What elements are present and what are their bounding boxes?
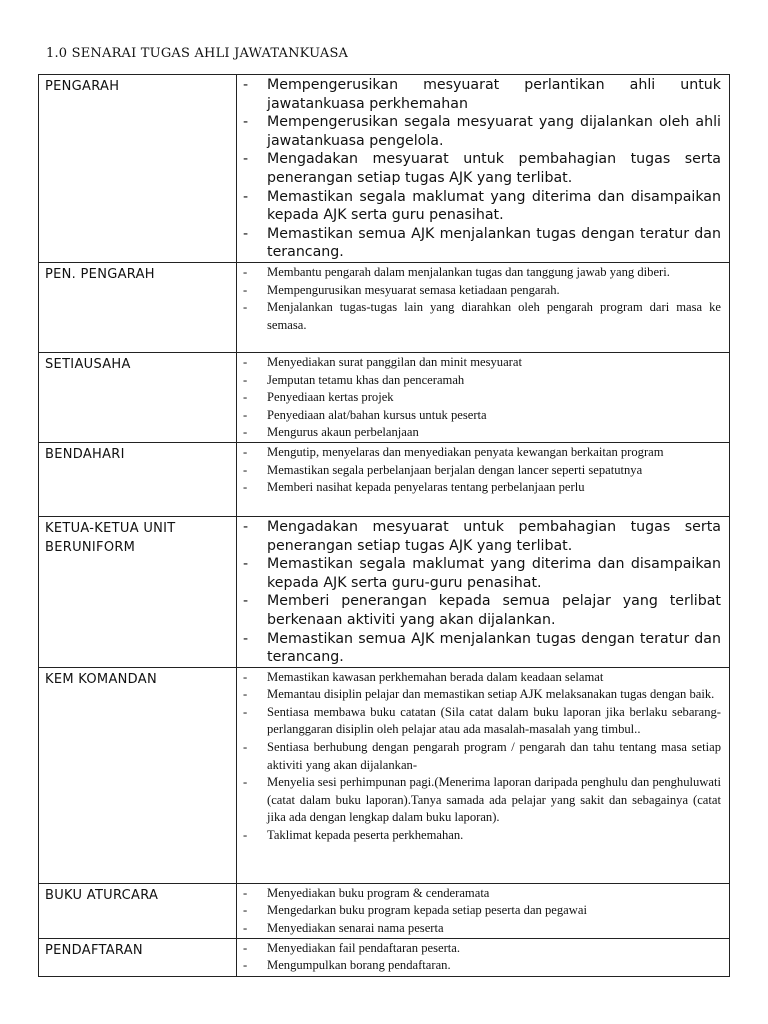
duty-item: [237, 630, 721, 667]
role-cell: BUKU ATURCARA: [39, 883, 237, 938]
duty-list: [237, 940, 721, 975]
table-row: [39, 75, 730, 263]
duties-cell: [237, 667, 730, 883]
role-cell: PEN. PENGARAH: [39, 262, 237, 352]
duty-text: Mempengerusikan segala mesyuarat yang dijalankan oleh ahli jawatankuasa pengelola.: [267, 114, 721, 149]
bullet-dash: -: [243, 264, 248, 279]
duty-item: [237, 462, 721, 480]
duty-text: Sentiasa membawa buku catatan (Sila catat dalam buku laporan jika berlaku sebarang-perlanggaran disiplin oleh pelajar atau ada masalah-masalah yang timbul..: [267, 704, 721, 737]
duties-cell: [237, 75, 730, 263]
duty-item: [237, 704, 721, 739]
duty-text: Mempengurusikan mesyuarat semasa ketiadaan pengarah.: [267, 282, 560, 297]
table-row: [39, 442, 730, 516]
duty-text: Menyediakan fail pendaftaran peserta.: [267, 940, 461, 955]
duty-item: [237, 389, 721, 407]
duty-text: Jemputan tetamu khas dan penceramah: [267, 372, 465, 387]
bullet-dash: -: [243, 425, 248, 440]
bullet-dash: -: [243, 556, 249, 573]
bullet-dash: -: [243, 372, 248, 387]
duty-item: [237, 669, 721, 687]
bullet-dash: -: [243, 462, 248, 477]
duty-item: [237, 479, 721, 497]
duty-item: [237, 555, 721, 592]
bullet-dash: -: [243, 282, 248, 297]
duties-table-body: [39, 75, 730, 977]
bullet-dash: -: [243, 775, 248, 790]
duty-list: [237, 76, 721, 262]
duty-item: [237, 827, 721, 845]
duty-text: Menyelia sesi perhimpunan pagi.(Menerima laporan daripada penghulu dan penghuluwati (catat dalam buku laporan).Tanya samada ada pelajar yang sakit dan sebagainya (catat jika ada dengan lengkap dalam buku laporan).: [267, 775, 721, 825]
duty-item: [237, 76, 721, 113]
duty-item: [237, 150, 721, 187]
duty-text: Mempengerusikan mesyuarat perlantikan ahli untuk jawatankuasa perkhemahan: [267, 77, 721, 112]
duty-item: [237, 902, 721, 920]
duty-list: [237, 354, 721, 442]
bullet-dash: -: [243, 903, 248, 918]
duty-text: Mengedarkan buku program kepada setiap peserta dan pegawai: [267, 903, 587, 918]
bullet-dash: -: [243, 114, 249, 131]
bullet-dash: -: [243, 740, 248, 755]
duty-item: [237, 424, 721, 442]
role-cell: PENDAFTARAN: [39, 938, 237, 976]
duty-text: Memastikan kawasan perkhemahan berada dalam keadaan selamat: [267, 669, 604, 684]
bullet-dash: -: [243, 885, 248, 900]
duties-table: [38, 74, 730, 977]
duty-item: [237, 739, 721, 774]
duty-list: [237, 669, 721, 845]
bullet-dash: -: [243, 593, 249, 610]
duty-text: Mengadakan mesyuarat untuk pembahagian tugas serta penerangan setiap tugas AJK yang terlibat.: [267, 518, 721, 554]
bullet-dash: -: [243, 920, 248, 935]
duties-cell: [237, 516, 730, 667]
duty-list: [237, 264, 721, 334]
role-cell: KETUA-KETUA UNIT BERUNIFORM: [39, 516, 237, 667]
duty-text: Memastikan segala maklumat yang diterima dan disampaikan kepada AJK serta guru penasihat.: [267, 188, 721, 224]
duty-text: Sentiasa berhubung dengan pengarah program / pengarah dan tahu tentang masa setiap aktiviti yang akan dijalankan-: [267, 740, 721, 772]
duty-text: Mengurus akaun perbelanjaan: [267, 425, 419, 440]
bullet-dash: -: [243, 151, 249, 168]
duty-text: Memberi nasihat kepada penyelaras tentang perbelanjaan perlu: [267, 480, 585, 495]
bullet-dash: -: [243, 225, 249, 242]
duty-text: Taklimat kepada peserta perkhemahan.: [267, 828, 464, 843]
duty-item: [237, 264, 721, 282]
duty-text: Menyediakan surat panggilan dan minit mesyuarat: [267, 354, 522, 369]
duty-item: [237, 686, 721, 704]
bullet-dash: -: [243, 407, 248, 422]
duty-item: [237, 225, 721, 262]
bullet-dash: -: [243, 444, 248, 459]
duty-item: [237, 188, 721, 225]
table-row: [39, 516, 730, 667]
table-row: [39, 262, 730, 352]
duty-item: [237, 885, 721, 903]
duty-text: Memantau disiplin pelajar dan memastikan setiap AJK melaksanakan tugas dengan baik.: [267, 687, 715, 702]
bullet-dash: -: [243, 940, 248, 955]
duty-item: [237, 113, 721, 150]
duty-text: Memastikan semua AJK menjalankan tugas dengan teratur dan terancang.: [267, 225, 721, 261]
duties-cell: [237, 883, 730, 938]
duties-cell: [237, 262, 730, 352]
duty-item: [237, 299, 721, 334]
duty-text: Menyediakan buku program & cenderamata: [267, 885, 490, 900]
duty-list: [237, 518, 721, 667]
duty-item: [237, 354, 721, 372]
duty-text: Mengumpulkan borang pendaftaran.: [267, 958, 451, 973]
table-row: [39, 883, 730, 938]
duty-text: Memastikan semua AJK menjalankan tugas dengan teratur dan terancang.: [267, 630, 721, 666]
bullet-dash: -: [243, 669, 248, 684]
role-cell: BENDAHARI: [39, 442, 237, 516]
role-cell: PENGARAH: [39, 75, 237, 263]
bullet-dash: -: [243, 630, 249, 647]
bullet-dash: -: [243, 518, 249, 535]
duty-item: [237, 774, 721, 827]
duty-text: Memastikan segala maklumat yang diterima dan disampaikan kepada AJK serta guru-guru penasihat.: [267, 556, 721, 591]
duty-list: [237, 885, 721, 938]
duty-text: Mengutip, menyelaras dan menyediakan penyata kewangan berkaitan program: [267, 444, 664, 459]
role-cell: SETIAUSAHA: [39, 352, 237, 442]
bullet-dash: -: [243, 958, 248, 973]
duty-item: [237, 282, 721, 300]
duty-text: Memastikan segala perbelanjaan berjalan dengan lancer seperti sepatutnya: [267, 462, 643, 477]
bullet-dash: -: [243, 354, 248, 369]
duty-item: [237, 407, 721, 425]
bullet-dash: -: [243, 390, 248, 405]
duties-cell: [237, 938, 730, 976]
bullet-dash: -: [243, 188, 249, 205]
bullet-dash: -: [243, 480, 248, 495]
duty-text: Mengadakan mesyuarat untuk pembahagian tugas serta penerangan setiap tugas AJK yang terlibat.: [267, 151, 721, 186]
duty-text: Memberi penerangan kepada semua pelajar yang terlibat berkenaan aktiviti yang akan dijalankan.: [267, 593, 721, 628]
bullet-dash: -: [243, 687, 248, 702]
bullet-dash: -: [243, 828, 248, 843]
duty-text: Membantu pengarah dalam menjalankan tugas dan tanggung jawab yang diberi.: [267, 264, 670, 279]
duty-text: Penyediaan kertas projek: [267, 390, 394, 405]
role-cell: KEM KOMANDAN: [39, 667, 237, 883]
bullet-dash: -: [243, 77, 249, 93]
duty-list: [237, 444, 721, 497]
document-heading: 1.0 SENARAI TUGAS AHLI JAWATANKUASA: [46, 46, 349, 61]
duty-item: [237, 940, 721, 958]
duty-text: Menjalankan tugas-tugas lain yang diarahkan oleh pengarah program dari masa ke semasa.: [267, 300, 721, 332]
duty-text: Penyediaan alat/bahan kursus untuk peserta: [267, 407, 487, 422]
duties-cell: [237, 442, 730, 516]
duty-text: Menyediakan senarai nama peserta: [267, 920, 444, 935]
table-row: [39, 938, 730, 976]
duty-item: [237, 592, 721, 629]
duty-item: [237, 920, 721, 938]
duty-item: [237, 372, 721, 390]
duty-item: [237, 957, 721, 975]
duties-cell: [237, 352, 730, 442]
duty-item: [237, 444, 721, 462]
bullet-dash: -: [243, 704, 248, 719]
bullet-dash: -: [243, 300, 248, 315]
table-row: [39, 667, 730, 883]
duty-item: [237, 518, 721, 555]
table-row: [39, 352, 730, 442]
